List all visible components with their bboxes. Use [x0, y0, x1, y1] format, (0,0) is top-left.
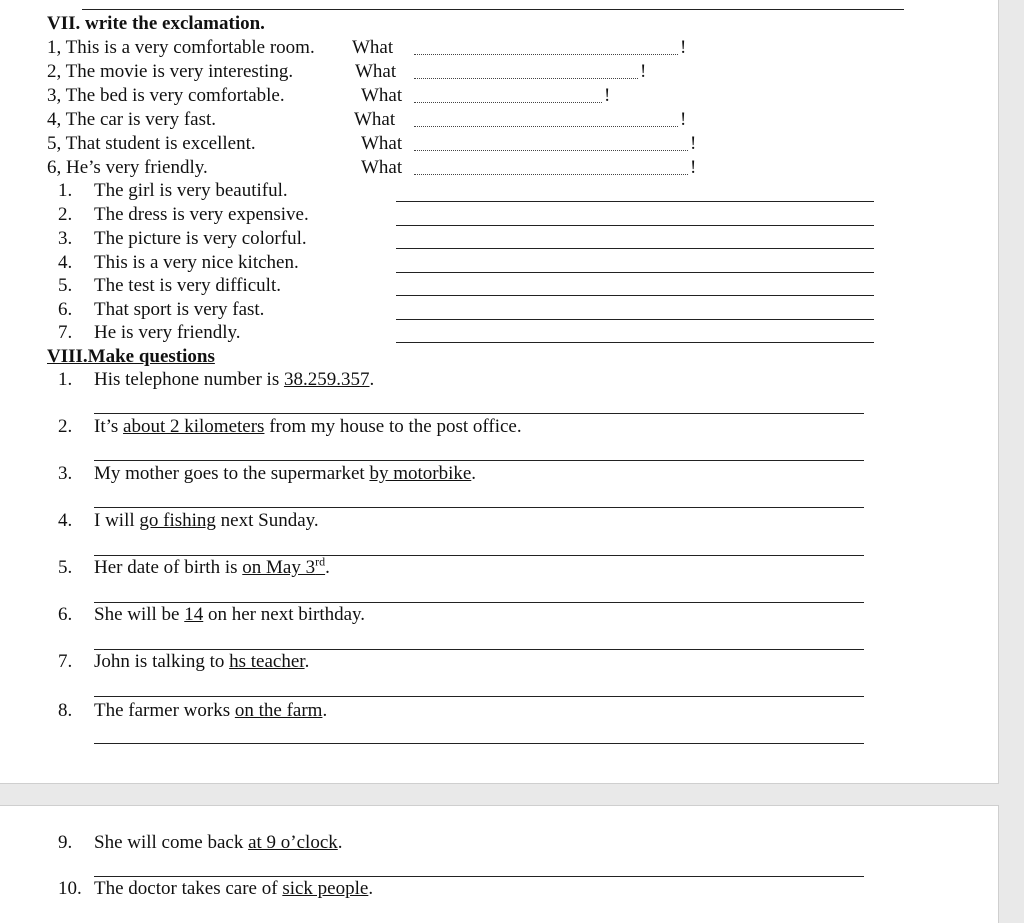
answer-line[interactable] [396, 248, 874, 249]
list-number: 3. [58, 463, 73, 484]
question-text: from my house to the post office. [264, 416, 522, 437]
exclamation-mark: ! [680, 109, 687, 130]
question-10 [94, 878, 373, 900]
worksheet-page-2 [0, 805, 999, 923]
answer-line[interactable] [94, 460, 864, 461]
question-2 [94, 416, 522, 438]
question-text: Her date of birth is [94, 557, 243, 578]
underlined-part: about 2 kilometers [123, 416, 265, 437]
list-number: 10. [58, 878, 82, 899]
list-number: 4. [58, 510, 73, 531]
question-text: . [471, 463, 477, 484]
answer-blank[interactable] [414, 174, 688, 175]
list-number: 2. [58, 416, 73, 437]
section-7-title: VII. write the exclamation. [47, 13, 265, 34]
underlined-part: sick people [282, 878, 369, 899]
exclamation-mark: ! [604, 85, 611, 106]
list-number: 6. [58, 604, 73, 625]
question-text: . [368, 878, 374, 899]
what-label: What [352, 37, 394, 58]
answer-line[interactable] [396, 272, 874, 273]
answer-blank[interactable] [414, 78, 638, 79]
underlined-part [242, 554, 326, 578]
answer-blank[interactable] [414, 54, 678, 55]
exclamation-b-2: The dress is very expensive. [94, 204, 309, 225]
exclamation-b-5: The test is very difficult. [94, 275, 281, 296]
list-number: 1. [58, 369, 73, 390]
exclamation-a-3: 3, The bed is very comfortable. [47, 85, 285, 106]
answer-line[interactable] [94, 876, 864, 877]
question-text: It’s [94, 416, 124, 437]
question-1 [94, 369, 374, 391]
question-7 [94, 651, 309, 673]
question-text: The farmer works [94, 700, 235, 721]
question-4 [94, 510, 319, 532]
underlined-part: go fishing [139, 510, 216, 531]
list-number: 5. [58, 275, 73, 296]
answer-blank[interactable] [414, 150, 688, 151]
exclamation-mark: ! [690, 157, 697, 178]
answer-blank[interactable] [414, 126, 678, 127]
answer-line[interactable] [94, 649, 864, 650]
question-text: My mother goes to the supermarket [94, 463, 370, 484]
underlined-part: 14 [184, 604, 204, 625]
what-label: What [355, 61, 397, 82]
question-text: She will come back [94, 832, 249, 853]
list-number: 7. [58, 651, 73, 672]
answer-line[interactable] [94, 696, 864, 697]
section-8-title: VIII.Make questions [47, 346, 215, 367]
question-5 [94, 554, 330, 579]
answer-line[interactable] [396, 319, 874, 320]
question-text: The doctor takes care of [94, 878, 283, 899]
answer-line[interactable] [396, 295, 874, 296]
question-8 [94, 700, 327, 722]
what-label: What [361, 157, 403, 178]
exclamation-b-1: The girl is very beautiful. [94, 180, 288, 201]
exclamation-a-6: 6, He’s very friendly. [47, 157, 208, 178]
underlined-part: 38.259.357 [283, 369, 370, 390]
exclamation-a-2: 2, The movie is very interesting. [47, 61, 294, 82]
question-text: She will be [94, 604, 185, 625]
list-number: 7. [58, 322, 73, 343]
underlined-part: by motorbike [369, 463, 472, 484]
question-text: John is talking to [94, 651, 230, 672]
answer-blank[interactable] [414, 102, 602, 103]
list-number: 9. [58, 832, 73, 853]
list-number: 5. [58, 557, 73, 578]
exclamation-a-1: 1, This is a very comfortable room. [47, 37, 315, 58]
question-text: next Sunday. [215, 510, 319, 531]
header-rule [82, 9, 904, 10]
question-text: . [325, 557, 330, 578]
list-number: 1. [58, 180, 73, 201]
underlined-part: hs teacher [229, 651, 305, 672]
question-text: I will [94, 510, 140, 531]
list-number: 6. [58, 299, 73, 320]
answer-line[interactable] [94, 413, 864, 414]
answer-line[interactable] [94, 743, 864, 744]
exclamation-b-3: The picture is very colorful. [94, 228, 307, 249]
exclamation-mark: ! [690, 133, 697, 154]
answer-line[interactable] [396, 201, 874, 202]
answer-line[interactable] [396, 342, 874, 343]
question-text: . [337, 832, 343, 853]
list-number: 3. [58, 228, 73, 249]
question-text: . [369, 369, 375, 390]
what-label: What [361, 133, 403, 154]
what-label: What [354, 109, 396, 130]
exclamation-mark: ! [680, 37, 687, 58]
answer-line[interactable] [396, 225, 874, 226]
underlined-part: on the farm [234, 700, 323, 721]
list-number: 8. [58, 700, 73, 721]
question-text: His telephone number is [94, 369, 284, 390]
question-text: . [322, 700, 328, 721]
question-3 [94, 463, 476, 485]
exclamation-a-5: 5, That student is excellent. [47, 133, 256, 154]
exclamation-mark: ! [640, 61, 647, 82]
exclamation-a-4: 4, The car is very fast. [47, 109, 217, 130]
underlined-part: at 9 o’clock [248, 832, 338, 853]
answer-line[interactable] [94, 507, 864, 508]
exclamation-b-6: That sport is very fast. [94, 299, 265, 320]
exclamation-b-7: He is very friendly. [94, 322, 241, 343]
question-text: on her next birthday. [203, 604, 366, 625]
answer-line[interactable] [94, 602, 864, 603]
answer-line[interactable] [94, 555, 864, 556]
what-label: What [361, 85, 403, 106]
question-6 [94, 604, 365, 626]
list-number: 2. [58, 204, 73, 225]
exclamation-b-4: This is a very nice kitchen. [94, 252, 299, 273]
question-text: . [304, 651, 310, 672]
list-number: 4. [58, 252, 73, 273]
question-9 [94, 832, 343, 854]
superscript: rd [315, 554, 326, 569]
underlined-text: on May 3 [242, 557, 316, 578]
